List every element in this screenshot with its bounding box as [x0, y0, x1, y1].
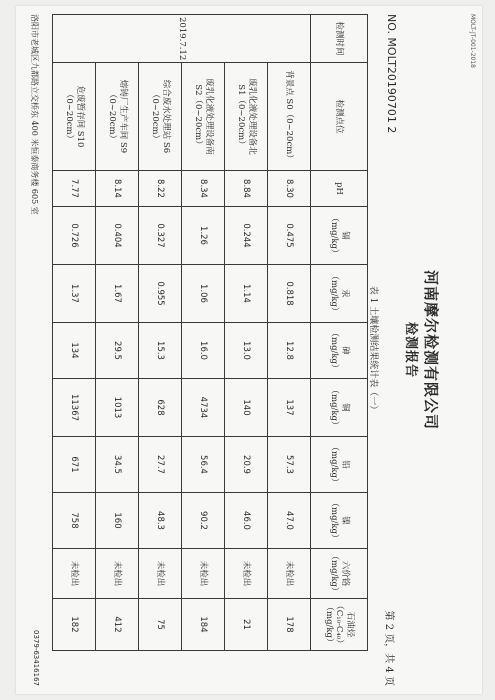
value-cell: 未检出	[139, 549, 182, 599]
value-cell: 21	[225, 599, 268, 651]
value-cell: 11367	[53, 379, 96, 437]
value-cell: 1013	[96, 379, 139, 437]
value-cell: 178	[268, 599, 311, 651]
header-cell: 六价铬 （mg/kg）	[311, 549, 368, 599]
value-cell: 134	[53, 323, 96, 379]
value-cell: 0.475	[268, 207, 311, 265]
document-code: MOLT-JT-001-2018	[469, 14, 476, 68]
value-cell: 8.30	[268, 171, 311, 207]
value-cell: 1.37	[53, 265, 96, 323]
value-cell: 0.244	[225, 207, 268, 265]
table-row	[96, 15, 139, 651]
header-cell: 检测点位	[311, 63, 368, 171]
value-cell: 48.3	[139, 493, 182, 549]
value-cell: 0.818	[268, 265, 311, 323]
header-cell: 铜 （mg/kg）	[311, 379, 368, 437]
table-row	[53, 15, 96, 651]
table-header-row	[311, 15, 368, 651]
value-cell: 未检出	[268, 549, 311, 599]
header-cell: 砷 （mg/kg）	[311, 323, 368, 379]
rotated-content	[16, 6, 482, 694]
value-cell: 0.726	[53, 207, 96, 265]
value-cell: 0.327	[139, 207, 182, 265]
location-cell: 废乳化液处理设备南 S2（0~20cm）	[182, 63, 225, 171]
value-cell: 未检出	[96, 549, 139, 599]
value-cell: 57.3	[268, 437, 311, 493]
value-cell: 56.4	[182, 437, 225, 493]
value-cell: 16.0	[182, 323, 225, 379]
value-cell: 20.9	[225, 437, 268, 493]
table-title: 表 1 土壤检测结果统计表（一）	[368, 285, 378, 415]
value-cell: 29.5	[96, 323, 139, 379]
value-cell: 1.06	[182, 265, 225, 323]
value-cell: 12.8	[268, 323, 311, 379]
report-title: 检测报告	[403, 321, 418, 378]
value-cell: 15.3	[139, 323, 182, 379]
header-cell: 镉 （mg/kg）	[311, 207, 368, 265]
value-cell: 412	[96, 599, 139, 651]
value-cell: 137	[268, 379, 311, 437]
location-cell: 危废暂存间 S10 （0~20cm）	[53, 63, 96, 171]
company-phone: 0379-63416167	[32, 630, 40, 686]
header-cell: 汞 （mg/kg）	[311, 265, 368, 323]
header-cell: 铅 （mg/kg）	[311, 437, 368, 493]
value-cell: 34.5	[96, 437, 139, 493]
value-cell: 182	[53, 599, 96, 651]
value-cell: 160	[96, 493, 139, 549]
value-cell: 8.34	[182, 171, 225, 207]
header-cell: 石油烃 （C₁₀-C₄₀） （mg/kg）	[311, 599, 368, 651]
value-cell: 0.955	[139, 265, 182, 323]
value-cell: 1.26	[182, 207, 225, 265]
value-cell: 75	[139, 599, 182, 651]
table-row	[268, 15, 311, 651]
value-cell: 90.2	[182, 493, 225, 549]
value-cell: 13.0	[225, 323, 268, 379]
value-cell: 1.67	[96, 265, 139, 323]
report-number: NO. MOLT20190701 2	[385, 14, 398, 134]
value-cell: 27.7	[139, 437, 182, 493]
table-row	[182, 15, 225, 651]
location-cell: 背景点 S0（0~20cm）	[268, 63, 311, 171]
table-row	[139, 15, 182, 651]
header-cell: 检测时间	[311, 15, 368, 63]
value-cell: 未检出	[53, 549, 96, 599]
value-cell: 8.22	[139, 171, 182, 207]
value-cell: 1.14	[225, 265, 268, 323]
value-cell: 7.77	[53, 171, 96, 207]
sampling-date-cell: 2019.7.12	[53, 15, 311, 63]
value-cell: 4734	[182, 379, 225, 437]
value-cell: 47.0	[268, 493, 311, 549]
value-cell: 671	[53, 437, 96, 493]
location-cell: 综合废水处理站 S6 （0~20cm）	[139, 63, 182, 171]
company-name: 河南摩尔检测有限公司	[422, 269, 440, 430]
value-cell: 0.404	[96, 207, 139, 265]
value-cell: 未检出	[182, 549, 225, 599]
value-cell: 140	[225, 379, 268, 437]
header-cell: 镍 （mg/kg）	[311, 493, 368, 549]
document-page	[16, 6, 482, 694]
value-cell: 758	[53, 493, 96, 549]
value-cell: 未检出	[225, 549, 268, 599]
location-cell: 熔铸厂生产车间 S9 （0~20cm）	[96, 63, 139, 171]
header-cell: pH	[311, 171, 368, 207]
table-row	[225, 15, 268, 651]
value-cell: 8.14	[96, 171, 139, 207]
value-cell: 184	[182, 599, 225, 651]
location-cell: 废乳化液处理设备北 S1（0~20cm）	[225, 63, 268, 171]
company-address: 洛阳市老城区九都路立交桥东 400 米恒泰商务楼 605 室	[30, 14, 39, 215]
value-cell: 628	[139, 379, 182, 437]
soil-results-table	[52, 14, 368, 651]
value-cell: 46.0	[225, 493, 268, 549]
page-info: 第 2 页，共 4 页	[383, 610, 394, 686]
value-cell: 8.84	[225, 171, 268, 207]
